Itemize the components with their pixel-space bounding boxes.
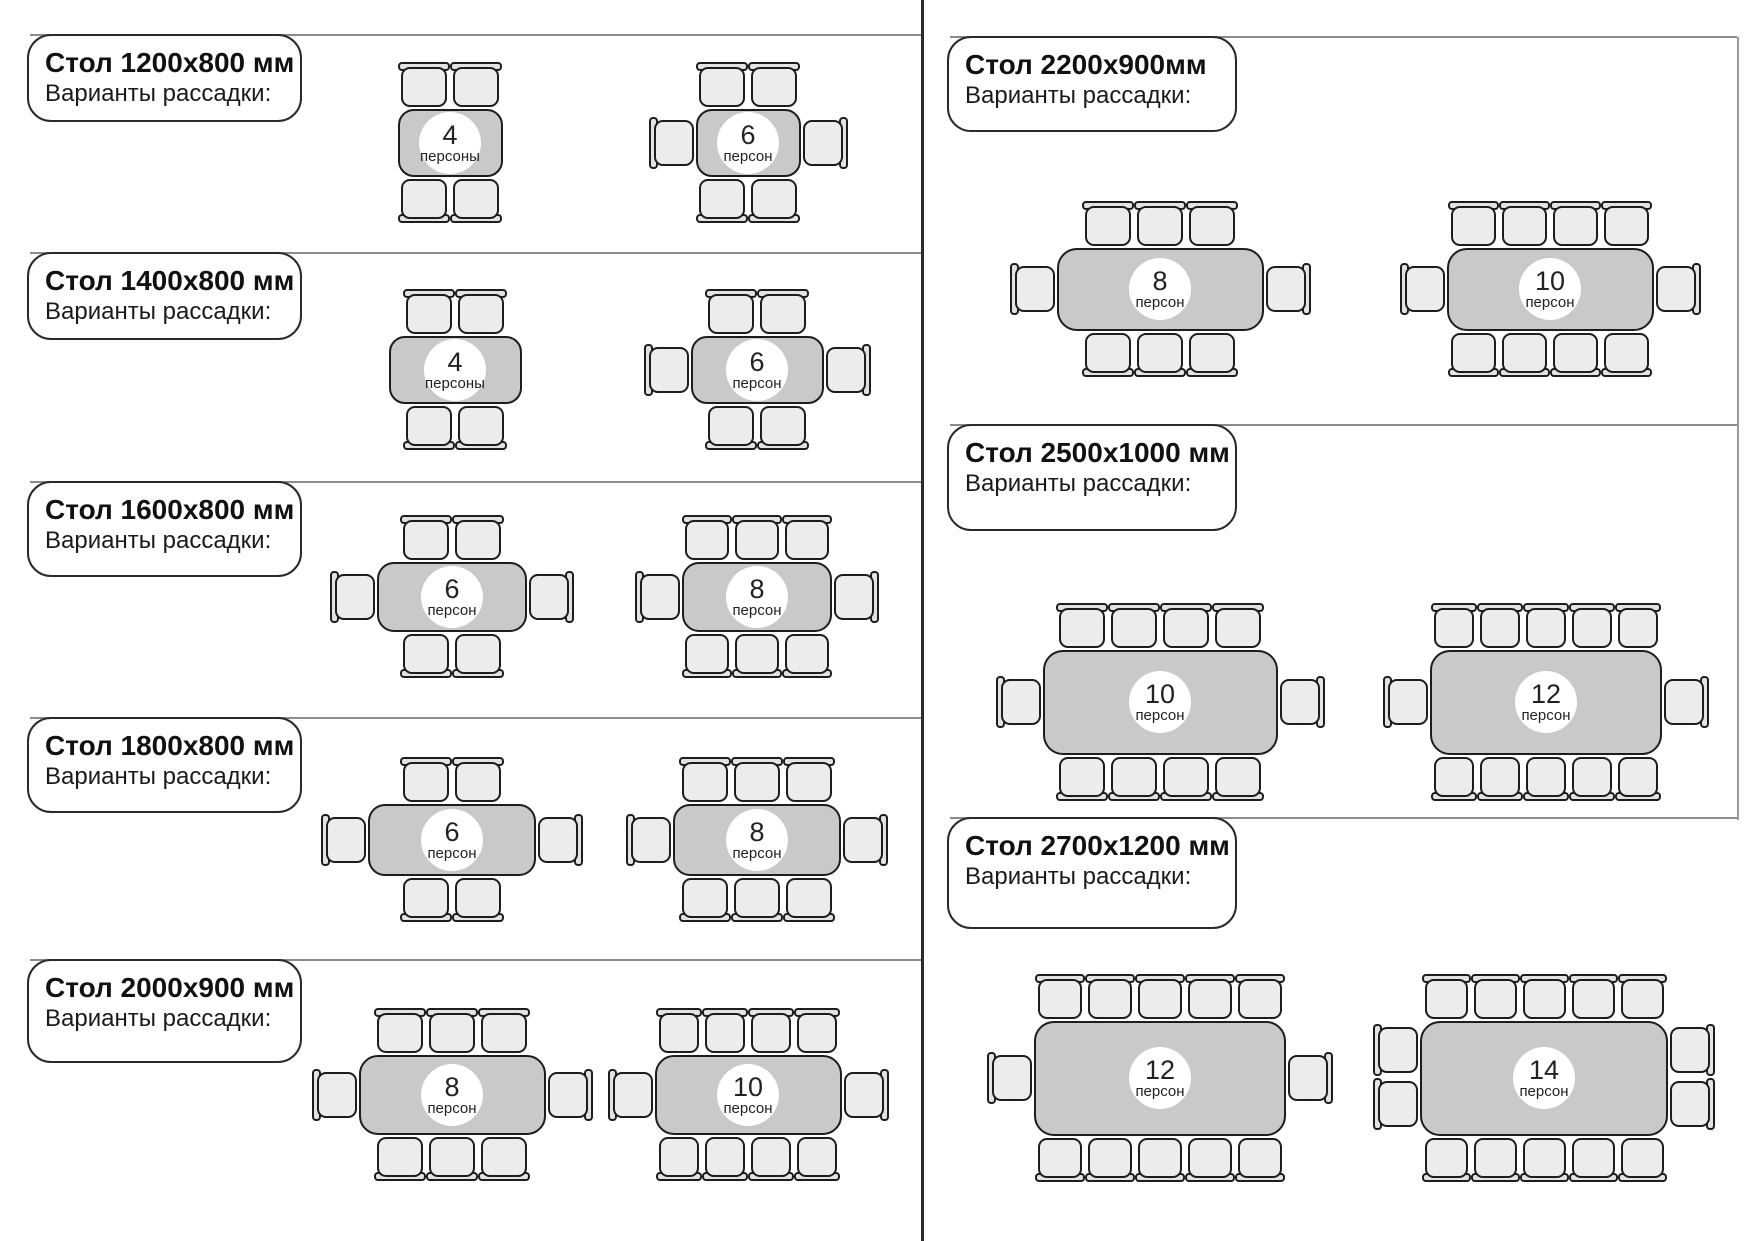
seat-count-circle [726,566,788,628]
column-divider [921,0,924,1241]
chair-seat [834,574,874,620]
chair-seat [699,179,745,219]
person-word: персон [1525,293,1575,311]
person-word: персоны [420,147,480,165]
chair-seat [1526,757,1566,797]
chair-seat [403,520,449,560]
chair-seat [455,520,501,560]
chair-seat [403,878,449,918]
chair-seat [1572,979,1615,1019]
chair-seat [458,406,504,446]
seat-count-circle [726,339,788,401]
chair-seat [453,67,499,107]
chair-seat [1425,979,1468,1019]
chair-seat [1670,1081,1710,1127]
chair-seat [1137,206,1183,246]
chair-seat [335,574,375,620]
chair-seat [1238,979,1282,1019]
chair-seat [1502,206,1547,246]
person-word: персоны [425,374,485,392]
chair-seat [1451,333,1496,373]
table-size-title: Стол 1600x800 мм [45,494,295,525]
seat-count-circle [421,809,483,871]
table-size-title: Стол 2500x1000 мм [965,437,1230,468]
seat-count-circle [1513,1047,1575,1109]
chair-seat [1163,757,1209,797]
chair-seat [1474,979,1517,1019]
seating-options-caption: Варианты рассадки: [45,297,272,325]
chair-seat [429,1013,475,1053]
chair-seat [1618,608,1658,648]
person-count: 12 [1530,678,1562,709]
chair-seat [1572,1138,1615,1178]
chair-seat [751,1013,791,1053]
chair-seat [1188,979,1232,1019]
chair-seat [1656,266,1696,312]
chair-seat [538,817,578,863]
chair-seat [1388,679,1428,725]
chair-seat [1425,1138,1468,1178]
chair-seat [401,179,447,219]
chair-seat [760,294,806,334]
chair-seat [708,294,754,334]
chair-seat [1553,333,1598,373]
person-word: персон [1521,706,1571,724]
chair-seat [685,520,729,560]
person-word: персон [427,601,477,619]
seating-options-caption: Варианты рассадки: [965,469,1192,497]
person-count: 12 [1144,1054,1176,1085]
chair-seat [1138,1138,1182,1178]
chair-seat [453,179,499,219]
person-count: 4 [447,346,463,377]
chair-seat [682,762,728,802]
chair-seat [458,294,504,334]
chair-seat [786,878,832,918]
section-label [27,34,302,122]
chair-seat [803,120,843,166]
seat-count-circle [717,1064,779,1126]
chair-seat [401,67,447,107]
seat-count-circle [1129,1047,1191,1109]
chair-seat [649,347,689,393]
person-count: 10 [1534,265,1566,296]
chair-seat [1480,608,1520,648]
person-word: персон [723,147,773,165]
chair-seat [1621,979,1664,1019]
section-label [27,717,302,813]
chair-seat [1088,1138,1132,1178]
chair-seat [1085,206,1131,246]
section-label [27,252,302,340]
chair-seat [786,762,832,802]
person-word: персон [1135,706,1185,724]
chair-seat [751,179,797,219]
chair-seat [1038,979,1082,1019]
person-count: 8 [444,1071,460,1102]
seat-count-circle [424,339,486,401]
chair-seat [1188,1138,1232,1178]
chair-seat [708,406,754,446]
section-label [947,424,1237,531]
chair-seat [682,878,728,918]
chair-seat [705,1137,745,1177]
chair-seat [481,1137,527,1177]
chair-seat [785,520,829,560]
person-word: персон [732,844,782,862]
person-count: 6 [749,346,765,377]
chair-seat [1215,608,1261,648]
chair-seat [699,67,745,107]
seat-count-circle [421,566,483,628]
chair-seat [685,634,729,674]
chair-seat [734,762,780,802]
person-count: 10 [732,1071,764,1102]
chair-seat [1059,757,1105,797]
chair-seat [377,1137,423,1177]
chair-seat [1618,757,1658,797]
chair-seat [826,347,866,393]
chair-seat [406,294,452,334]
chair-seat [797,1013,837,1053]
chair-seat [1288,1055,1328,1101]
chair-seat [735,520,779,560]
seat-count-circle [726,809,788,871]
seat-count-circle [419,112,481,174]
seating-options-caption: Варианты рассадки: [965,862,1192,890]
person-word: персон [427,844,477,862]
chair-seat [1604,206,1649,246]
person-word: персон [732,374,782,392]
seat-count-circle [717,112,779,174]
chair-seat [1502,333,1547,373]
chair-seat [326,817,366,863]
chair-seat [843,817,883,863]
person-word: персон [427,1099,477,1117]
person-count: 6 [444,573,460,604]
chair-seat [654,120,694,166]
person-count: 8 [749,816,765,847]
person-word: персон [1519,1082,1569,1100]
chair-seat [1526,608,1566,648]
chair-seat [1266,266,1306,312]
chair-seat [1451,206,1496,246]
chair-seat [1378,1081,1418,1127]
chair-seat [659,1137,699,1177]
person-word: персон [1135,293,1185,311]
seat-count-circle [1515,671,1577,733]
chair-seat [377,1013,423,1053]
chair-seat [1015,266,1055,312]
chair-seat [1480,757,1520,797]
chair-seat [1038,1138,1082,1178]
person-word: персон [732,601,782,619]
section-label [27,959,302,1063]
chair-seat [705,1013,745,1053]
chair-seat [403,762,449,802]
table-size-title: Стол 1400x800 мм [45,265,295,296]
seat-count-circle [1129,258,1191,320]
chair-seat [1553,206,1598,246]
chair-seat [1137,333,1183,373]
chair-seat [751,67,797,107]
seat-count-circle [1519,258,1581,320]
chair-seat [455,762,501,802]
chair-seat [992,1055,1032,1101]
chair-seat [1059,608,1105,648]
chair-seat [455,634,501,674]
chair-seat [1434,757,1474,797]
chair-seat [1523,979,1566,1019]
chair-seat [481,1013,527,1053]
chair-seat [455,878,501,918]
chair-seat [1163,608,1209,648]
seating-options-caption: Варианты рассадки: [45,526,272,554]
chair-seat [1572,608,1612,648]
chair-seat [640,574,680,620]
table-size-title: Стол 2700x1200 мм [965,830,1230,861]
chair-seat [1238,1138,1282,1178]
section-label [27,481,302,577]
chair-seat [797,1137,837,1177]
seating-options-caption: Варианты рассадки: [45,762,272,790]
person-count: 6 [740,119,756,150]
chair-seat [403,634,449,674]
chair-seat [1474,1138,1517,1178]
table-size-title: Стол 1200x800 мм [45,47,295,78]
chair-seat [1572,757,1612,797]
chair-seat [1138,979,1182,1019]
chair-seat [1378,1027,1418,1073]
chair-seat [760,406,806,446]
seat-count-circle [1129,671,1191,733]
person-count: 6 [444,816,460,847]
chair-seat [785,634,829,674]
chair-seat [1280,679,1320,725]
chair-seat [631,817,671,863]
chair-seat [1189,206,1235,246]
chair-seat [751,1137,791,1177]
chair-seat [659,1013,699,1053]
chair-seat [1085,333,1131,373]
chair-seat [548,1072,588,1118]
chair-seat [1664,679,1704,725]
person-count: 10 [1144,678,1176,709]
chair-seat [613,1072,653,1118]
chair-seat [1111,608,1157,648]
chair-seat [1215,757,1261,797]
table-size-title: Стол 2000x900 мм [45,972,295,1003]
section-label [947,817,1237,929]
person-word: персон [723,1099,773,1117]
chair-seat [735,634,779,674]
section-label [947,36,1237,132]
chair-seat [529,574,569,620]
chair-seat [1604,333,1649,373]
person-count: 8 [749,573,765,604]
person-word: персон [1135,1082,1185,1100]
chair-seat [1001,679,1041,725]
person-count: 14 [1528,1054,1560,1085]
chair-seat [429,1137,475,1177]
seat-count-circle [421,1064,483,1126]
chair-seat [1670,1027,1710,1073]
chair-seat [1523,1138,1566,1178]
chair-seat [1434,608,1474,648]
right-border-line [1737,37,1739,820]
table-size-title: Стол 2200x900мм [965,49,1207,80]
chair-seat [1405,266,1445,312]
chair-seat [406,406,452,446]
chair-seat [317,1072,357,1118]
chair-seat [844,1072,884,1118]
seating-options-caption: Варианты рассадки: [45,1004,272,1032]
chair-seat [1111,757,1157,797]
person-count: 8 [1152,265,1168,296]
seating-options-caption: Варианты рассадки: [965,81,1192,109]
chair-seat [1621,1138,1664,1178]
person-count: 4 [442,119,458,150]
chair-seat [1088,979,1132,1019]
chair-seat [1189,333,1235,373]
chair-seat [734,878,780,918]
table-size-title: Стол 1800x800 мм [45,730,295,761]
seating-options-caption: Варианты рассадки: [45,79,272,107]
